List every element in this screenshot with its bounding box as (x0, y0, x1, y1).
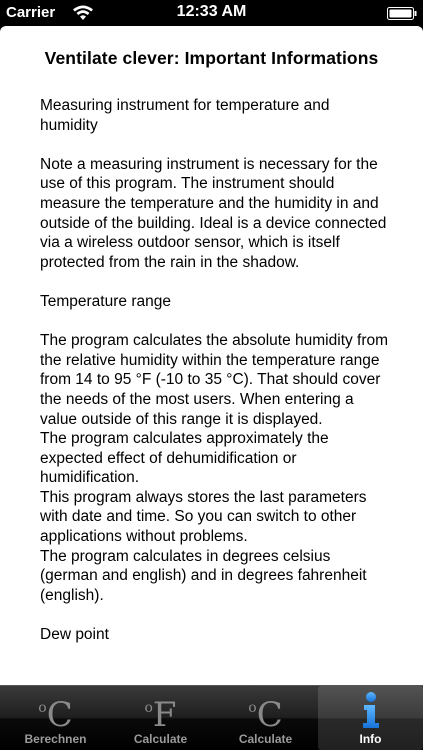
tab-label: Berechnen (24, 732, 87, 746)
tab-info[interactable] (318, 686, 423, 750)
fahrenheit-icon: $^o$F (144, 695, 177, 735)
tab-bar (0, 685, 423, 750)
info-content[interactable] (0, 26, 423, 685)
tab-berechnen[interactable] (3, 686, 108, 750)
status-bar (0, 0, 423, 26)
tab-calculate-fahrenheit[interactable] (108, 686, 213, 750)
info-icon (355, 691, 387, 729)
page-title: Ventilate clever: Important Informations (44, 48, 379, 68)
paragraph-heading: Measuring instrument for temperature and humidity (40, 97, 330, 134)
celsius-icon: $^o$C (248, 695, 283, 735)
paragraph-heading: Temperature range (40, 292, 171, 310)
battery-icon (387, 7, 417, 20)
tab-calculate-celsius[interactable] (213, 686, 318, 750)
status-time: 12:33 AM (176, 3, 247, 20)
info-text (40, 96, 390, 664)
celsius-icon: $^o$C (38, 695, 73, 735)
tab-label: Calculate (133, 732, 188, 746)
carrier-label: Carrier (6, 4, 56, 21)
paragraph-heading: Dew point (40, 626, 109, 644)
paragraph: Note a measuring instrument is necessary for the use of this program. The instrument should measure the temperature and the humidity in and outside of the building. Ideal is a device connected via a wireless outdoor sensor, which is itself protected from the rain in the shadow. (40, 155, 387, 271)
paragraph: The program calculates the absolute humidity from the relative humidity within the temperature range from 14 to 95 °F (-10 to 35 °C). That should cover the needs of the most users. When entering a value outside of this range it is displayed. The program calculates approximately the expected effect of dehumidification or humidification. This program always stores the last parameters with date and time. So you can switch to other applications without problems. The program calculates in degrees celsius (german and english) and in degrees fahrenheit (english). (40, 332, 389, 604)
tab-label: Info (359, 732, 382, 746)
tab-label: Calculate (238, 732, 293, 746)
